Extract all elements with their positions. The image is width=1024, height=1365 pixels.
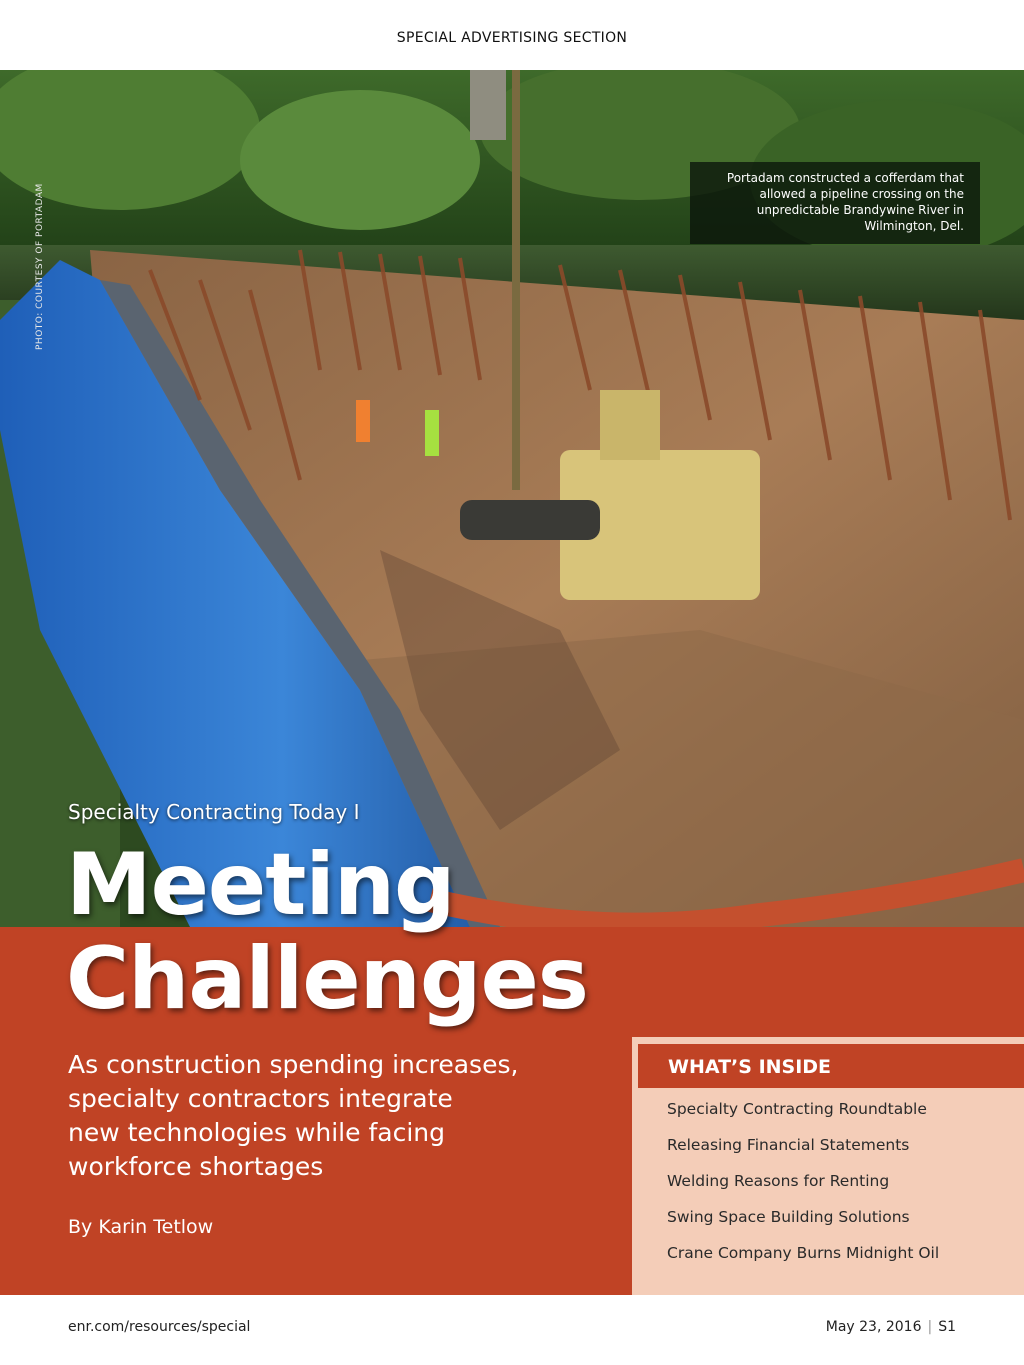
list-item[interactable]: Releasing Financial Statements	[667, 1136, 910, 1154]
byline: By Karin Tetlow	[68, 1216, 214, 1238]
photo-credit: PHOTO: COURTESY OF PORTADAM	[35, 183, 45, 350]
photo-caption: Portadam constructed a cofferdam that allowed a pipeline crossing on the unpredictable Brandywine River in Wilmington, Del.	[690, 162, 980, 244]
headline-line: Challenges	[66, 929, 588, 1029]
deck-line: specialty contractors integrate	[68, 1084, 453, 1113]
page-number: S1	[938, 1319, 956, 1335]
section-label: SPECIAL ADVERTISING SECTION	[396, 30, 628, 46]
footer-date-block	[826, 1319, 956, 1335]
list-item[interactable]: Welding Reasons for Renting	[667, 1172, 890, 1190]
issue-date: May 23, 2016	[825, 1319, 922, 1335]
list-item[interactable]: Crane Company Burns Midnight Oil	[667, 1244, 940, 1262]
list-item[interactable]: Specialty Contracting Roundtable	[667, 1100, 927, 1118]
whats-inside-box	[632, 1037, 1024, 1295]
whats-inside-header	[638, 1044, 1024, 1088]
kicker: Specialty Contracting Today I	[68, 800, 360, 824]
footer-separator: |	[927, 1319, 933, 1335]
whats-inside-title: WHAT’S INSIDE	[668, 1056, 832, 1078]
deck-line: workforce shortages	[68, 1152, 324, 1181]
headline	[66, 835, 588, 1029]
whats-inside-list	[667, 1097, 939, 1277]
cover-photo	[0, 70, 1024, 927]
page-footer	[0, 1295, 1024, 1365]
page-header	[0, 0, 1024, 70]
deck-line: new technologies while facing	[68, 1118, 445, 1147]
list-item[interactable]: Swing Space Building Solutions	[667, 1208, 910, 1226]
footer-url[interactable]: enr.com/resources/special	[68, 1319, 251, 1335]
deck-line: As construction spending increases,	[68, 1050, 519, 1079]
deck	[68, 1048, 588, 1184]
headline-line: Meeting	[66, 835, 455, 935]
